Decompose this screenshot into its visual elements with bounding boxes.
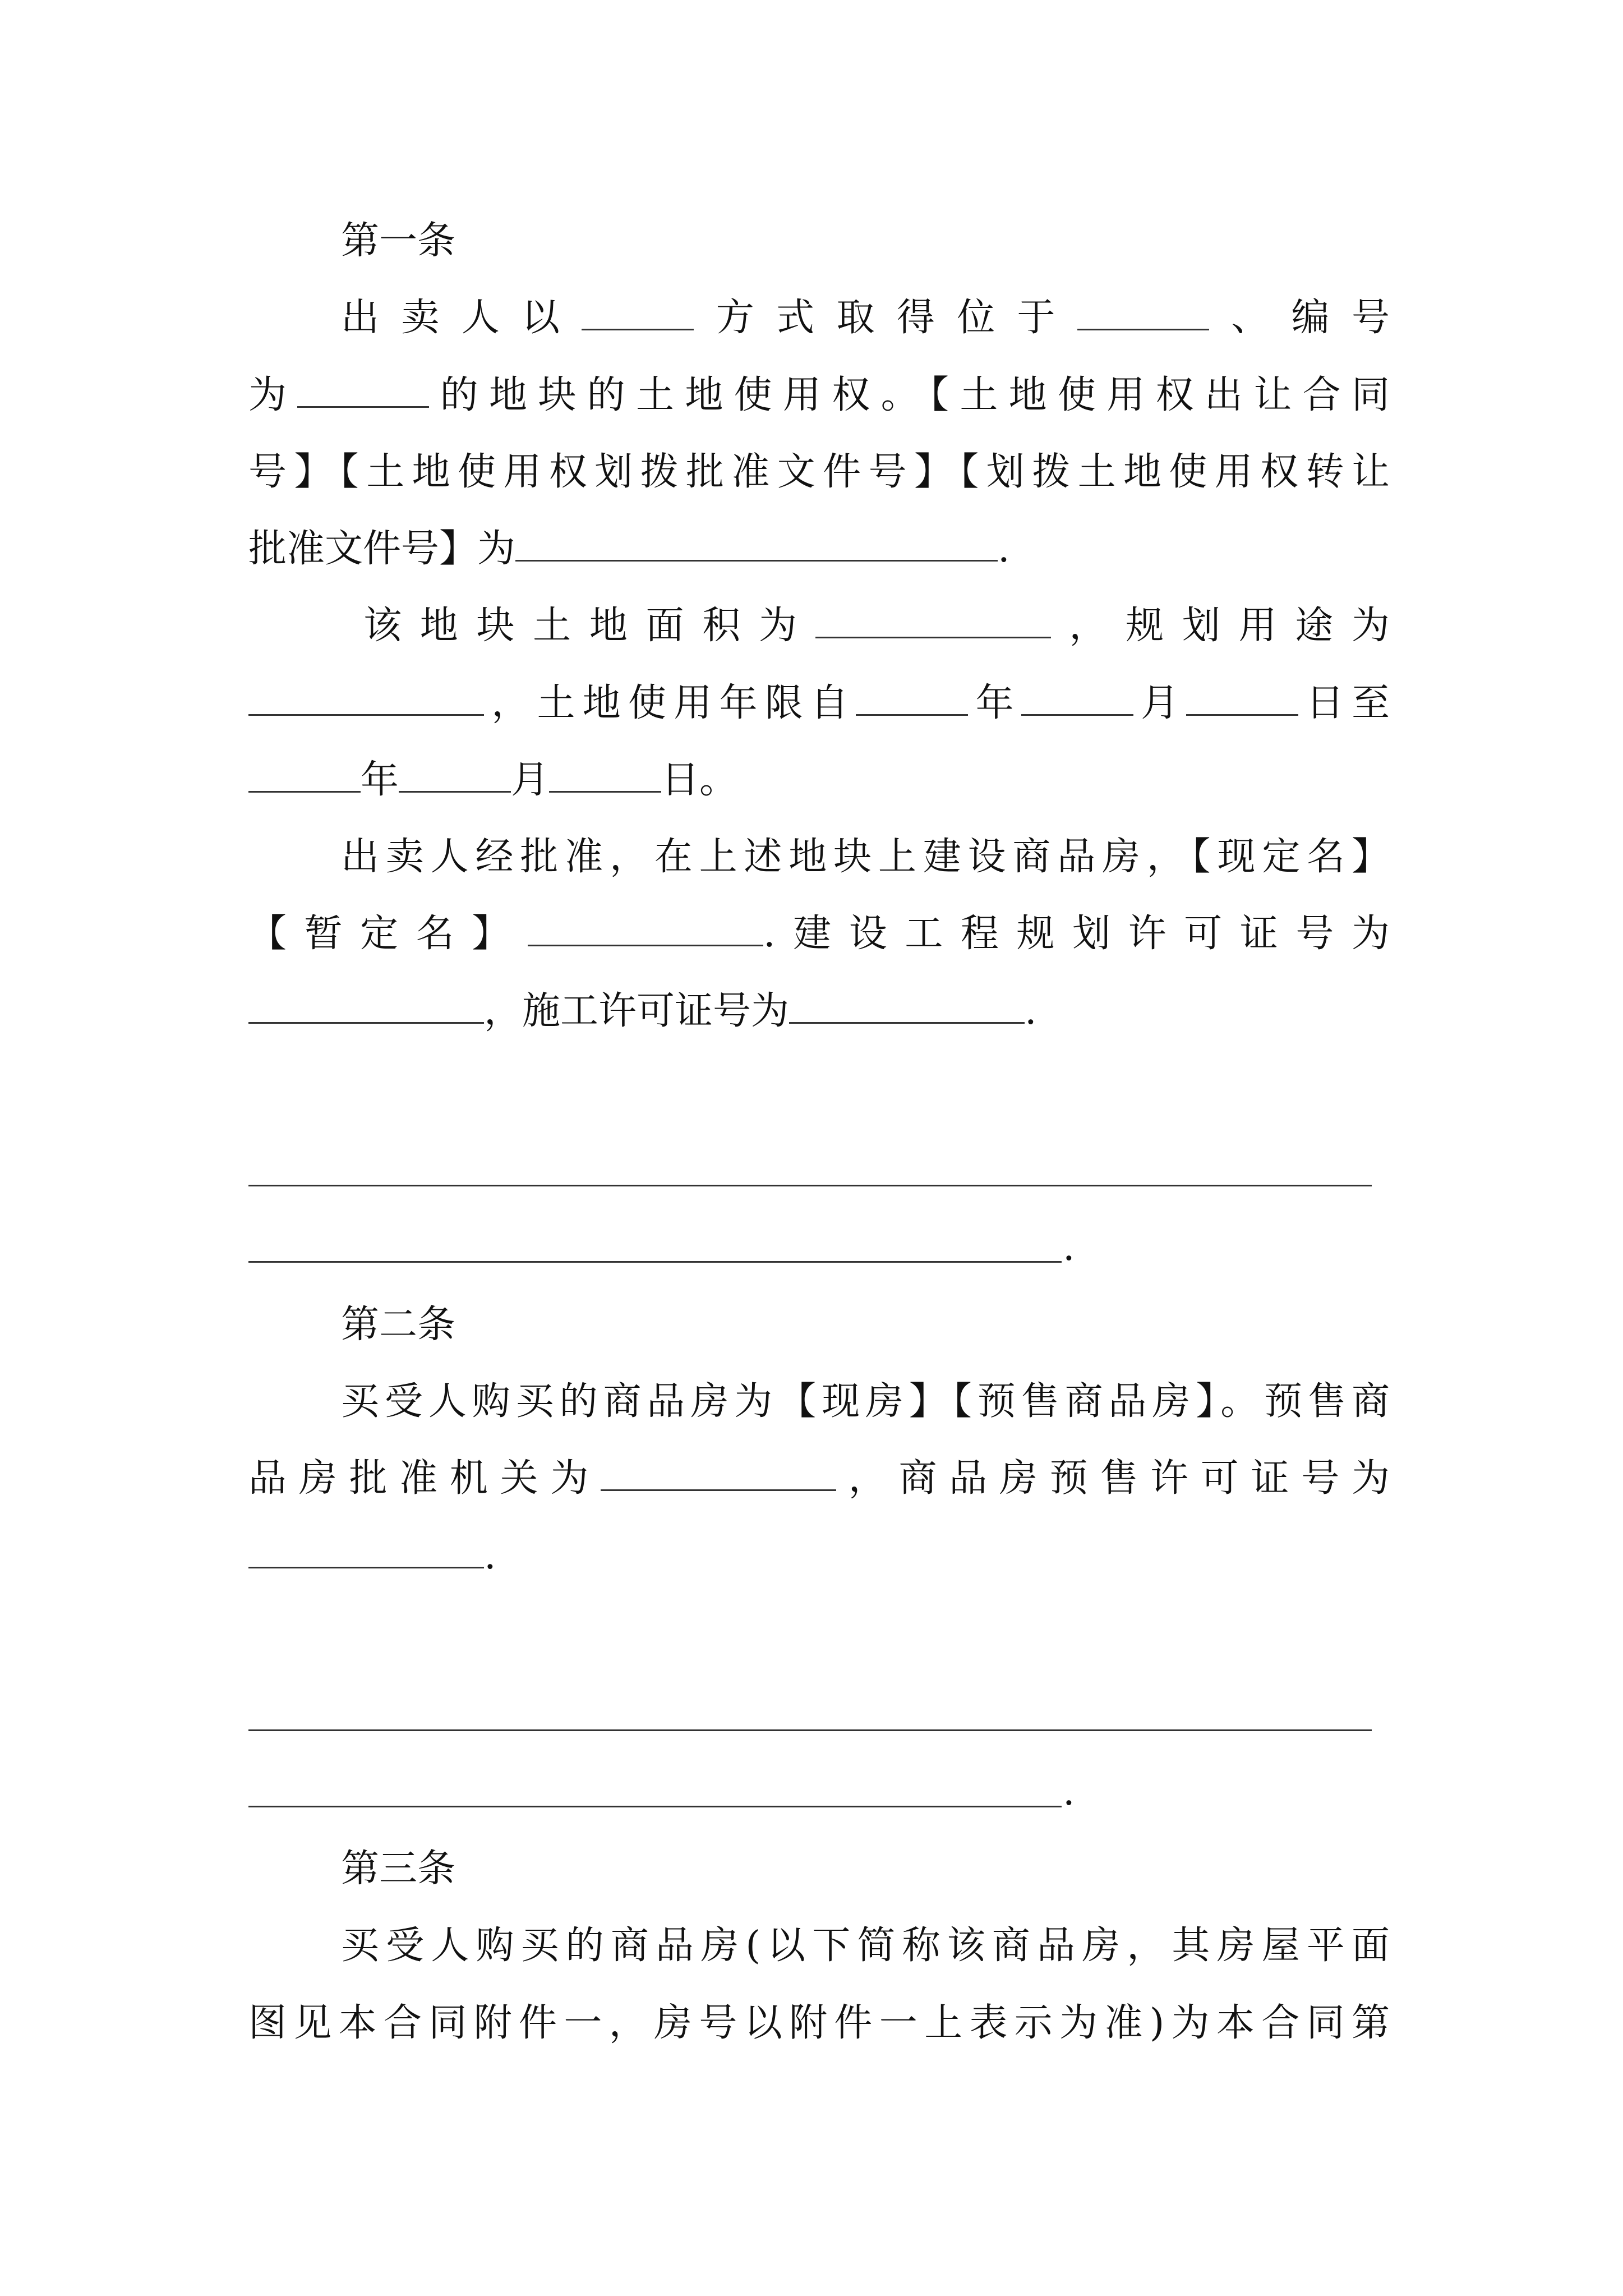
- article-2-line-3: [248, 1531, 1390, 1581]
- text: 批准文件号】为: [248, 527, 516, 571]
- text: .: [1025, 989, 1037, 1033]
- article-2-line-2: [248, 1453, 1390, 1504]
- text: .: [998, 527, 1010, 571]
- blank-field[interactable]: [789, 987, 1025, 1024]
- article-3-line-1: [341, 1921, 1390, 1971]
- text: 年: [361, 758, 399, 802]
- text: ，规划用途为: [1050, 604, 1390, 648]
- blank-field[interactable]: [549, 756, 661, 793]
- text: .建设工程规划许可证号为: [763, 912, 1390, 956]
- text: ，土地使用年限自: [484, 681, 856, 725]
- blank-field[interactable]: [1077, 294, 1209, 330]
- blank-field[interactable]: [1186, 679, 1298, 716]
- text: 月: [511, 758, 550, 802]
- text: 方式取得位于: [694, 296, 1077, 340]
- period: .: [1063, 1770, 1075, 1814]
- text: 月: [1133, 681, 1187, 725]
- blank-field[interactable]: [815, 602, 1051, 638]
- text: 出卖人经批准，在上述地块上建设商品房，【现定名】: [341, 835, 1390, 879]
- heading-text: 第二条: [341, 1303, 456, 1347]
- blank-field[interactable]: [856, 679, 968, 716]
- fill-line[interactable]: [248, 1261, 1062, 1263]
- article-1-line-10: [248, 986, 1390, 1037]
- text: 出卖人以: [341, 296, 582, 340]
- text: 年: [968, 681, 1021, 725]
- blank-field[interactable]: [582, 294, 694, 330]
- heading-text: 第一条: [341, 219, 456, 263]
- fill-line[interactable]: [248, 1806, 1062, 1807]
- blank-field[interactable]: [528, 910, 763, 946]
- text: 买受人购买的商品房(以下简称该商品房，其房屋平面: [341, 1924, 1390, 1968]
- blank-field[interactable]: [248, 756, 361, 793]
- text: ，商品房预售许可证号为: [836, 1456, 1390, 1501]
- text: 买受人购买的商品房为【现房】【预售商品房】。预售商: [341, 1379, 1390, 1424]
- article-1-line-6: [248, 678, 1390, 729]
- text: 、编号: [1209, 296, 1390, 340]
- heading-text: 第三条: [341, 1847, 456, 1891]
- article-1-line-3: [248, 447, 1390, 498]
- text: 【暂定名】: [248, 912, 528, 956]
- blank-field[interactable]: [248, 987, 484, 1024]
- article-3-heading: [341, 1844, 1390, 1894]
- article-2-heading: [341, 1300, 1390, 1350]
- article-1-line-5: [363, 601, 1390, 651]
- article-1-line-7: [248, 755, 1390, 806]
- blank-field[interactable]: [248, 679, 484, 716]
- article-1-heading: [341, 216, 1390, 266]
- article-1-line-4: [248, 524, 1390, 574]
- text: 为: [248, 373, 298, 417]
- text: 图见本合同附件一，房号以附件一上表示为准)为本合同第: [248, 2001, 1390, 2045]
- text: 该地块土地面积为: [363, 604, 815, 648]
- article-1-line-1: [341, 293, 1390, 343]
- article-1-line-9: [248, 909, 1390, 959]
- blank-field[interactable]: [601, 1455, 836, 1491]
- fill-line[interactable]: [248, 1185, 1372, 1186]
- blank-field[interactable]: [1021, 679, 1133, 716]
- text: .: [484, 1534, 496, 1578]
- blank-field[interactable]: [297, 371, 429, 408]
- text: 的地块的土地使用权。【土地使用权出让合同: [429, 373, 1390, 417]
- blank-field[interactable]: [399, 756, 511, 793]
- blank-field[interactable]: [515, 525, 998, 562]
- article-3-line-2: [248, 1998, 1390, 2049]
- text: 品房批准机关为: [248, 1456, 601, 1501]
- text: 号】【土地使用权划拨批准文件号】【划拨土地使用权转让: [248, 450, 1390, 494]
- article-1-line-8: [341, 832, 1390, 882]
- text: 日至: [1298, 681, 1390, 725]
- blank-field[interactable]: [248, 1532, 484, 1568]
- text: 日。: [661, 758, 738, 802]
- fill-line[interactable]: [248, 1729, 1372, 1731]
- article-1-line-2: [248, 370, 1390, 421]
- period: .: [1063, 1225, 1075, 1269]
- text: ，施工许可证号为: [484, 989, 790, 1033]
- article-2-line-1: [341, 1377, 1390, 1427]
